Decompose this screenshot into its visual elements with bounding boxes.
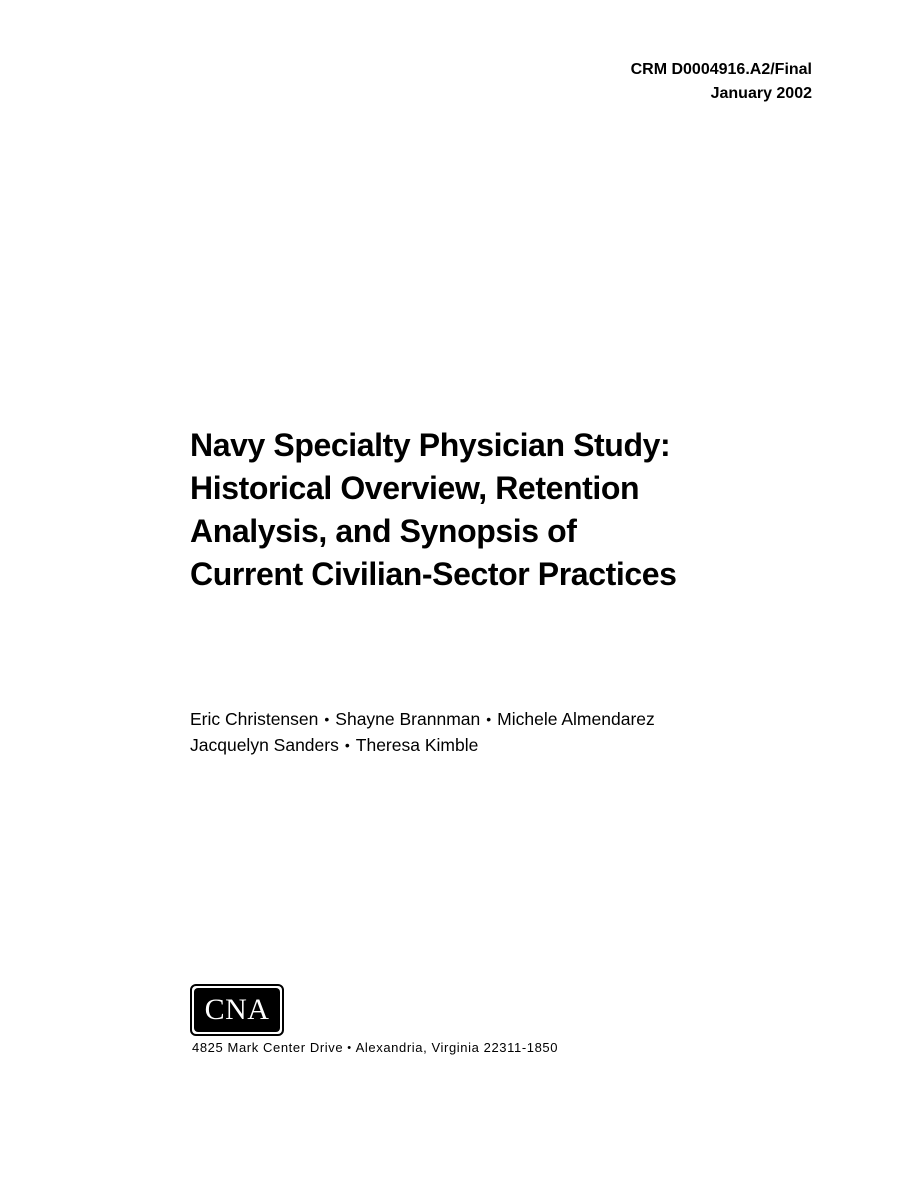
author-name: Michele Almendarez xyxy=(497,709,655,729)
cna-logo xyxy=(190,984,284,1036)
organization-address xyxy=(192,1040,558,1056)
author-name: Shayne Brannman xyxy=(335,709,481,729)
title-line-3: Analysis, and Synopsis of xyxy=(190,513,577,549)
author-name: Eric Christensen xyxy=(190,709,319,729)
author-line-2 xyxy=(190,732,655,758)
bullet-separator: • xyxy=(486,711,492,727)
author-name: Jacquelyn Sanders xyxy=(190,735,339,755)
author-list xyxy=(190,706,655,758)
cna-logo-text: CNA xyxy=(194,988,280,1032)
bullet-separator: • xyxy=(347,1042,352,1054)
report-header xyxy=(631,58,812,106)
bullet-separator: • xyxy=(324,711,330,727)
title-line-1: Navy Specialty Physician Study: xyxy=(190,427,671,463)
report-number: CRM D0004916.A2/Final xyxy=(630,61,812,78)
title-line-2: Historical Overview, Retention xyxy=(190,470,640,506)
author-line-1 xyxy=(190,706,655,732)
report-date: January 2002 xyxy=(710,85,812,102)
address-city: Alexandria, Virginia 22311-1850 xyxy=(355,1040,559,1055)
address-street: 4825 Mark Center Drive xyxy=(192,1040,344,1055)
bullet-separator: • xyxy=(344,737,350,753)
title-line-4: Current Civilian-Sector Practices xyxy=(190,556,677,592)
author-name: Theresa Kimble xyxy=(355,735,479,755)
document-title xyxy=(190,424,810,596)
